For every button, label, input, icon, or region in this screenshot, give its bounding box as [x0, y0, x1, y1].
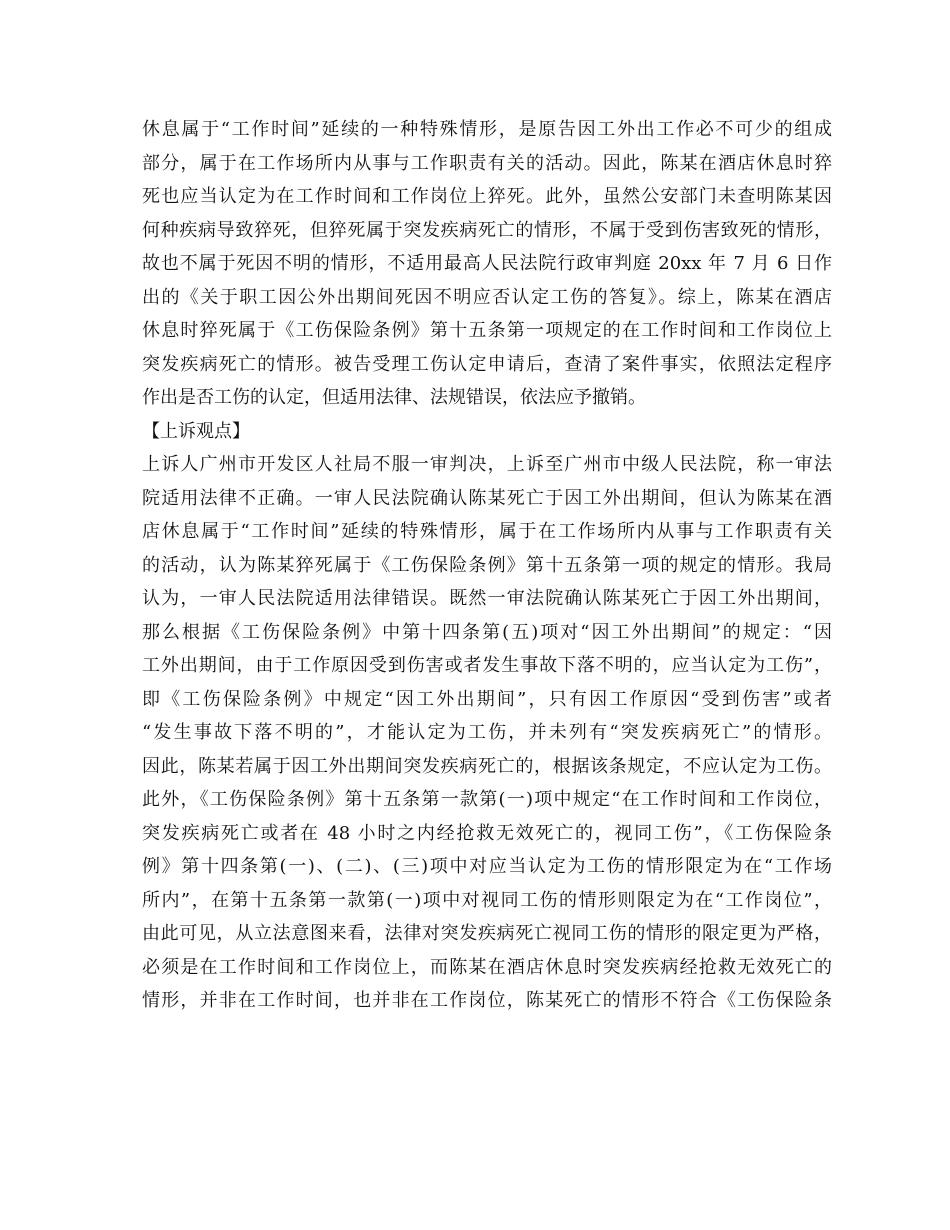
text-line: 何种疾病导致猝死，但猝死属于突发疾病死亡的情形，不属于受到伤害致死的情形， — [142, 219, 832, 241]
paragraph-appeal-arguments — [142, 448, 832, 1018]
text-line: 作出是否工伤的认定，但适用法律、法规错误，依法应予撤销。 — [142, 387, 646, 408]
text-line: 故也不属于死因不明的情形，不适用最高人民法院行政审判庭 20xx 年 7 月 6 日作 — [142, 253, 832, 274]
text-line: 休息时猝死属于《工伤保险条例》第十五条第一项规定的在工作时间和工作岗位上 — [142, 320, 832, 341]
text-line: 情形，并非在工作时间，也并非在工作岗位，陈某死亡的情形不符合《工伤保险条 — [142, 990, 832, 1011]
text-line: 突发疾病死亡的情形。被告受理工伤认定申请后，查清了案件事实，依照法定程序 — [142, 353, 832, 375]
text-line: 休息属于“工作时间”延续的一种特殊情形，是原告因工外出工作必不可少的组成 — [142, 119, 832, 140]
text-line: 由此可见，从立法意图来看，法律对突发疾病死亡视同工伤的情形的限定更为严格， — [142, 923, 832, 944]
text-line: 即《工伤保险条例》中规定“因工外出期间”，只有因工作原因“受到伤害”或者 — [142, 688, 832, 710]
text-line: 工外出期间，由于工作原因受到伤害或者发生事故下落不明的，应当认定为工伤”， — [142, 655, 832, 676]
text-line: 部分，属于在工作场所内从事与工作职责有关的活动。因此，陈某在酒店休息时猝 — [142, 152, 832, 174]
text-line: 死也应当认定为在工作时间和工作岗位上猝死。此外，虽然公安部门未查明陈某因 — [142, 186, 832, 207]
text-line: 例》第十四条第(一)、(二)、(三)项中对应当认定为工伤的情形限定为在“工作场 — [142, 856, 832, 877]
text-line: 此外，《工伤保险条例》第十五条第一款第(一)项中规定“在工作时间和工作岗位， — [142, 789, 832, 810]
text-line: 因此，陈某若属于因工外出期间突发疾病死亡的，根据该条规定，不应认定为工伤。 — [142, 755, 832, 777]
text-line: 突发疾病死亡或者在 48 小时之内经抢救无效死亡的，视同工伤”，《工伤保险条 — [142, 822, 832, 844]
text-line: 的活动，认为陈某猝死属于《工伤保险条例》第十五条第一项的规定的情形。我局 — [142, 554, 832, 576]
text-line: 出的《关于职工因公外出期间死因不明应否认定工伤的答复》。综上，陈某在酒店 — [142, 286, 832, 308]
text-line: “发生事故下落不明的”，才能认定为工伤，并未列有“突发疾病死亡”的情形。 — [142, 722, 832, 743]
text-line: 必须是在工作时间和工作岗位上，而陈某在酒店休息时突发疾病经抢救无效死亡的 — [142, 956, 832, 978]
document-body — [142, 113, 832, 1018]
text-line: 上诉人广州市开发区人社局不服一审判决，上诉至广州市中级人民法院，称一审法 — [142, 454, 832, 475]
section-heading: 【上诉观点】 — [142, 420, 250, 442]
paragraph-court-reasoning — [142, 113, 832, 415]
text-line: 认为，一审人民法院适用法律错误。既然一审法院确认陈某死亡于因工外出期间， — [142, 588, 832, 609]
text-line: 店休息属于“工作时间”延续的特殊情形，属于在工作场所内从事与工作职责有关 — [142, 521, 832, 542]
text-line: 院适用法律不正确。一审人民法院确认陈某死亡于因工外出期间，但认为陈某在酒 — [142, 487, 832, 509]
text-line: 所内”，在第十五条第一款第(一)项中对视同工伤的情形则限定为在“工作岗位”， — [142, 889, 832, 911]
text-line: 那么根据《工伤保险条例》中第十四条第(五)项对“因工外出期间”的规定：“因 — [142, 621, 832, 643]
